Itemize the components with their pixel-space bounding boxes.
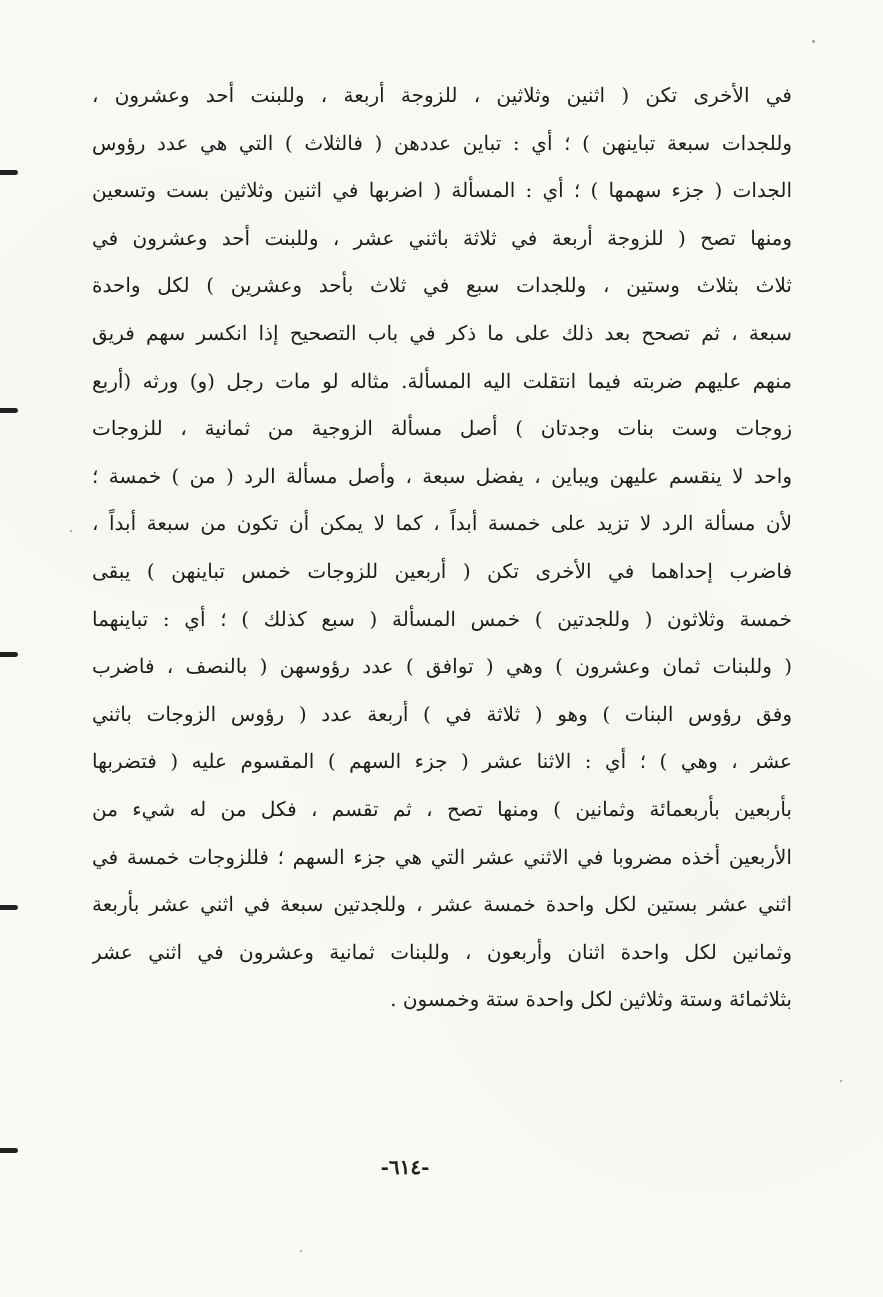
text-line: منهم عليهم ضربته فيما انتقلت اليه المسألة. مثاله لو مات رجل (و) ورثه (أربع <box>92 368 792 393</box>
text-line: خمسة وثلاثون ( وللجدتين ) خمس المسألة ( سبع كذلك ) ؛ أي : تباينهما <box>92 606 792 631</box>
text-line: الأربعين أخذه مضروبا في الاثني عشر التي هي جزء السهم ؛ فللزوجات خمسة في <box>92 844 792 869</box>
scan-speck <box>840 1080 842 1082</box>
body-text <box>92 72 792 1024</box>
scan-speck <box>70 530 72 532</box>
text-line: وللجدات سبعة تباينهن ) ؛ أي : تباين عددهن ( فالثلاث ) التي هي عدد رؤوس <box>92 130 792 155</box>
text-line: عشر ، وهي ) ؛ أي : الاثنا عشر ( جزء السهم ) المقسوم عليه ( فتضربها <box>92 749 792 774</box>
text-line: زوجات وست بنات وجدتان ) أصل مسألة الزوجية من ثمانية ، للزوجات <box>92 416 792 441</box>
binding-mark <box>0 170 18 175</box>
text-line: سبعة ، ثم تصحح بعد ذلك على ما ذكر في باب التصحيح إذا انكسر سهم فريق <box>92 320 792 345</box>
scan-speck <box>812 40 815 43</box>
text-line: ( وللبنات ثمان وعشرون ) وهي ( توافق ) عدد رؤوسهن ( بالنصف ، فاضرب <box>92 654 792 679</box>
text-line: في الأخرى تكن ( اثنين وثلاثين ، للزوجة أربعة ، وللبنت أحد وعشرون ، <box>92 83 792 107</box>
text-line: الجدات ( جزء سهمها ) ؛ أي : المسألة ( اضربها في اثنين وثلاثين بست وتسعين <box>92 178 792 203</box>
text-line: بأربعين بأربعمائة وثمانين ) ومنها تصح ، ثم تقسم ، فكل من له شيء من <box>92 796 792 821</box>
text-line: واحد لا ينقسم عليهن ويباين ، يفضل سبعة ، وأصل مسألة الرد ( من ) خمسة ؛ <box>92 463 792 488</box>
binding-mark <box>0 652 18 657</box>
text-line: فاضرب إحداهما في الأخرى تكن ( أربعين للزوجات خمس تباينهن ) يبقى <box>92 558 792 583</box>
text-line: وفق رؤوس البنات ) وهو ( ثلاثة في ) أربعة عدد ( رؤوس الزوجات باثني <box>92 701 792 726</box>
text-line: اثني عشر بستين لكل واحدة خمسة عشر ، وللجدتين سبعة في اثني عشر بأربعة <box>92 892 792 917</box>
text-line: لأن مسألة الرد لا تزيد على خمسة أبداً ، كما لا يمكن أن تكون من سبعة أبداً ، <box>92 511 792 536</box>
text-line: بثلاثمائة وستة وثلاثين لكل واحدة ستة وخمسون . <box>390 987 792 1012</box>
text-line: ثلاث بثلاث وستين ، وللجدات سبع في ثلاث بأحد وعشرين ) لكل واحدة <box>92 273 792 298</box>
scan-speck <box>300 1250 302 1252</box>
text-line: ومنها تصح ( للزوجة أربعة في ثلاثة باثني عشر ، وللبنت أحد وعشرون في <box>92 225 792 250</box>
binding-mark <box>0 1148 18 1153</box>
binding-mark <box>0 905 18 910</box>
text-line: وثمانين لكل واحدة اثنان وأربعون ، وللبنات ثمانية وعشرون في اثني عشر <box>92 939 792 964</box>
page-number: -٦١٤- <box>380 1155 430 1179</box>
binding-mark <box>0 408 18 413</box>
